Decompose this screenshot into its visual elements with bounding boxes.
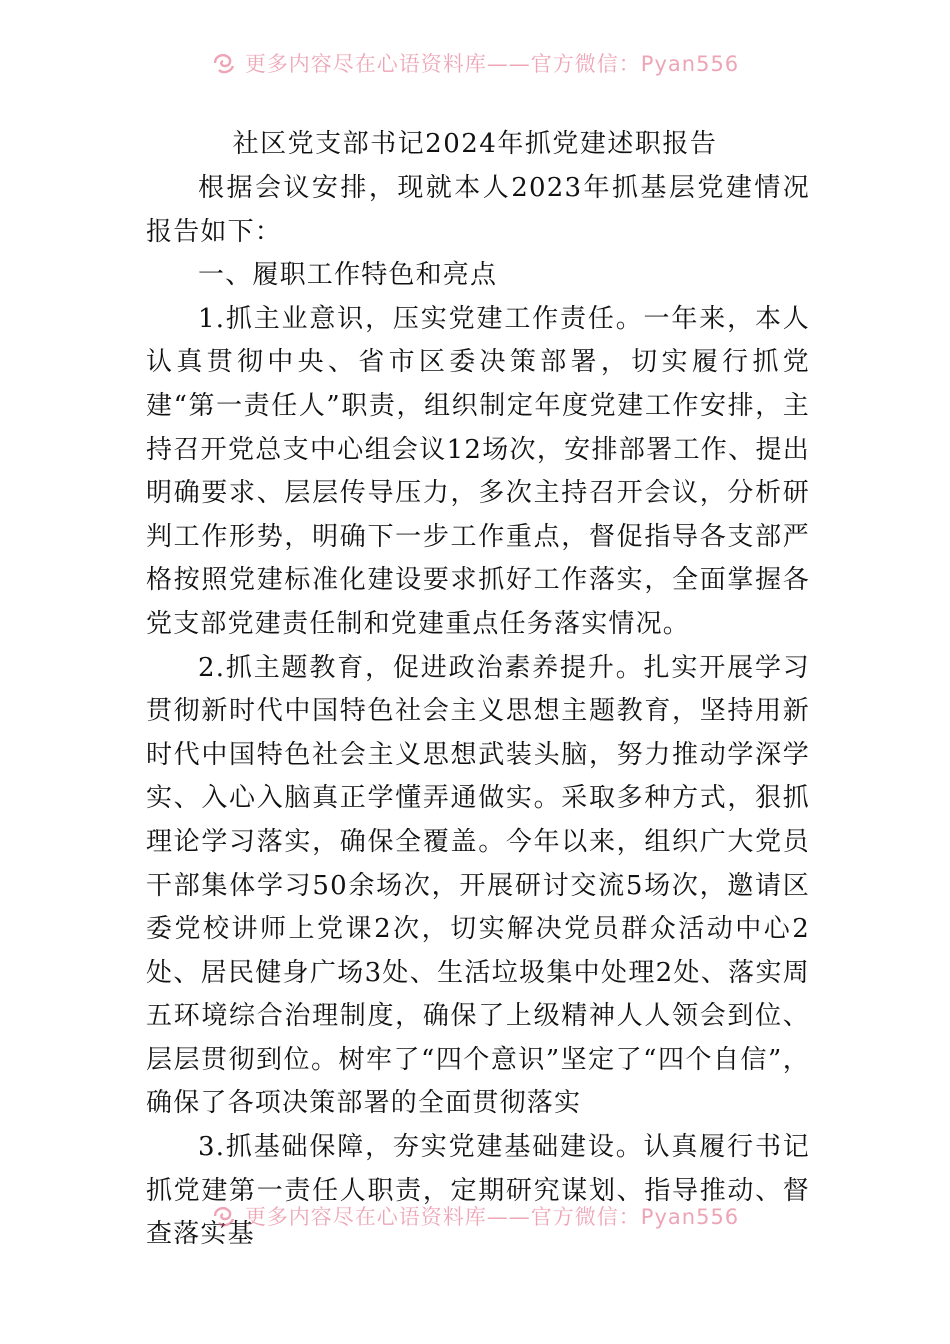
watermark-logo-icon [211,52,237,76]
watermark-text: 更多内容尽在心语资料库——官方微信：Pyan556 [244,1205,740,1229]
paragraph-intro: 根据会议安排，现就本人2023年抓基层党建情况报告如下： [146,173,810,247]
paragraph-item-1: 1.抓主业意识，压实党建工作责任。一年来，本人认真贯彻中央、省市区委决策部署，切实履行抓党建“第一责任人”职责，组织制定年度党建工作安排，主持召开党总支中心组会议12场次，安排部署工作、提出明确要求、层层传导压力，多次主持召开会议，分析研判工作形势，明确下一步工作重点，督促指导各支部严格按照党建标准化建设要求抓好工作落实，全面掌握各党支部党建责任制和党建重点任务落实情况。 [146,303,810,639]
watermark-footer [0,1205,950,1239]
document-body [146,167,810,1257]
section-heading: 一、履职工作特色和亮点 [198,260,498,291]
watermark-text: 更多内容尽在心语资料库——官方微信：Pyan556 [244,52,740,76]
document-title: 社区党支部书记2024年抓党建述职报告 [232,129,718,159]
watermark-logo-icon [211,1205,237,1229]
paragraph-item-3: 3.抓基础保障，夯实党建基础建设。认真履行书记抓党建第一责任人职责，定期研究谋划、指导推动、督查落实基 [146,1132,810,1250]
paragraph-item-2: 2.抓主题教育，促进政治素养提升。扎实开展学习贯彻新时代中国特色社会主义思想主题教育，坚持用新时代中国特色社会主义思想武装头脑，努力推动学深学实、入心入脑真正学懂弄通做实。采取多种方式，狠抓理论学习落实，确保全覆盖。今年以来，组织广大党员干部集体学习50余场次，开展研讨交流5场次，邀请区委党校讲师上党课2次，切实解决党员群众活动中心2处、居民健身广场3处、生活垃圾集中处理2处、落实周五环境综合治理制度，确保了上级精神人人领会到位、层层贯彻到位。树牢了“四个意识”坚定了“四个自信”，确保了各项决策部署的全面贯彻落实 [146,652,810,1119]
watermark-header [0,52,950,86]
